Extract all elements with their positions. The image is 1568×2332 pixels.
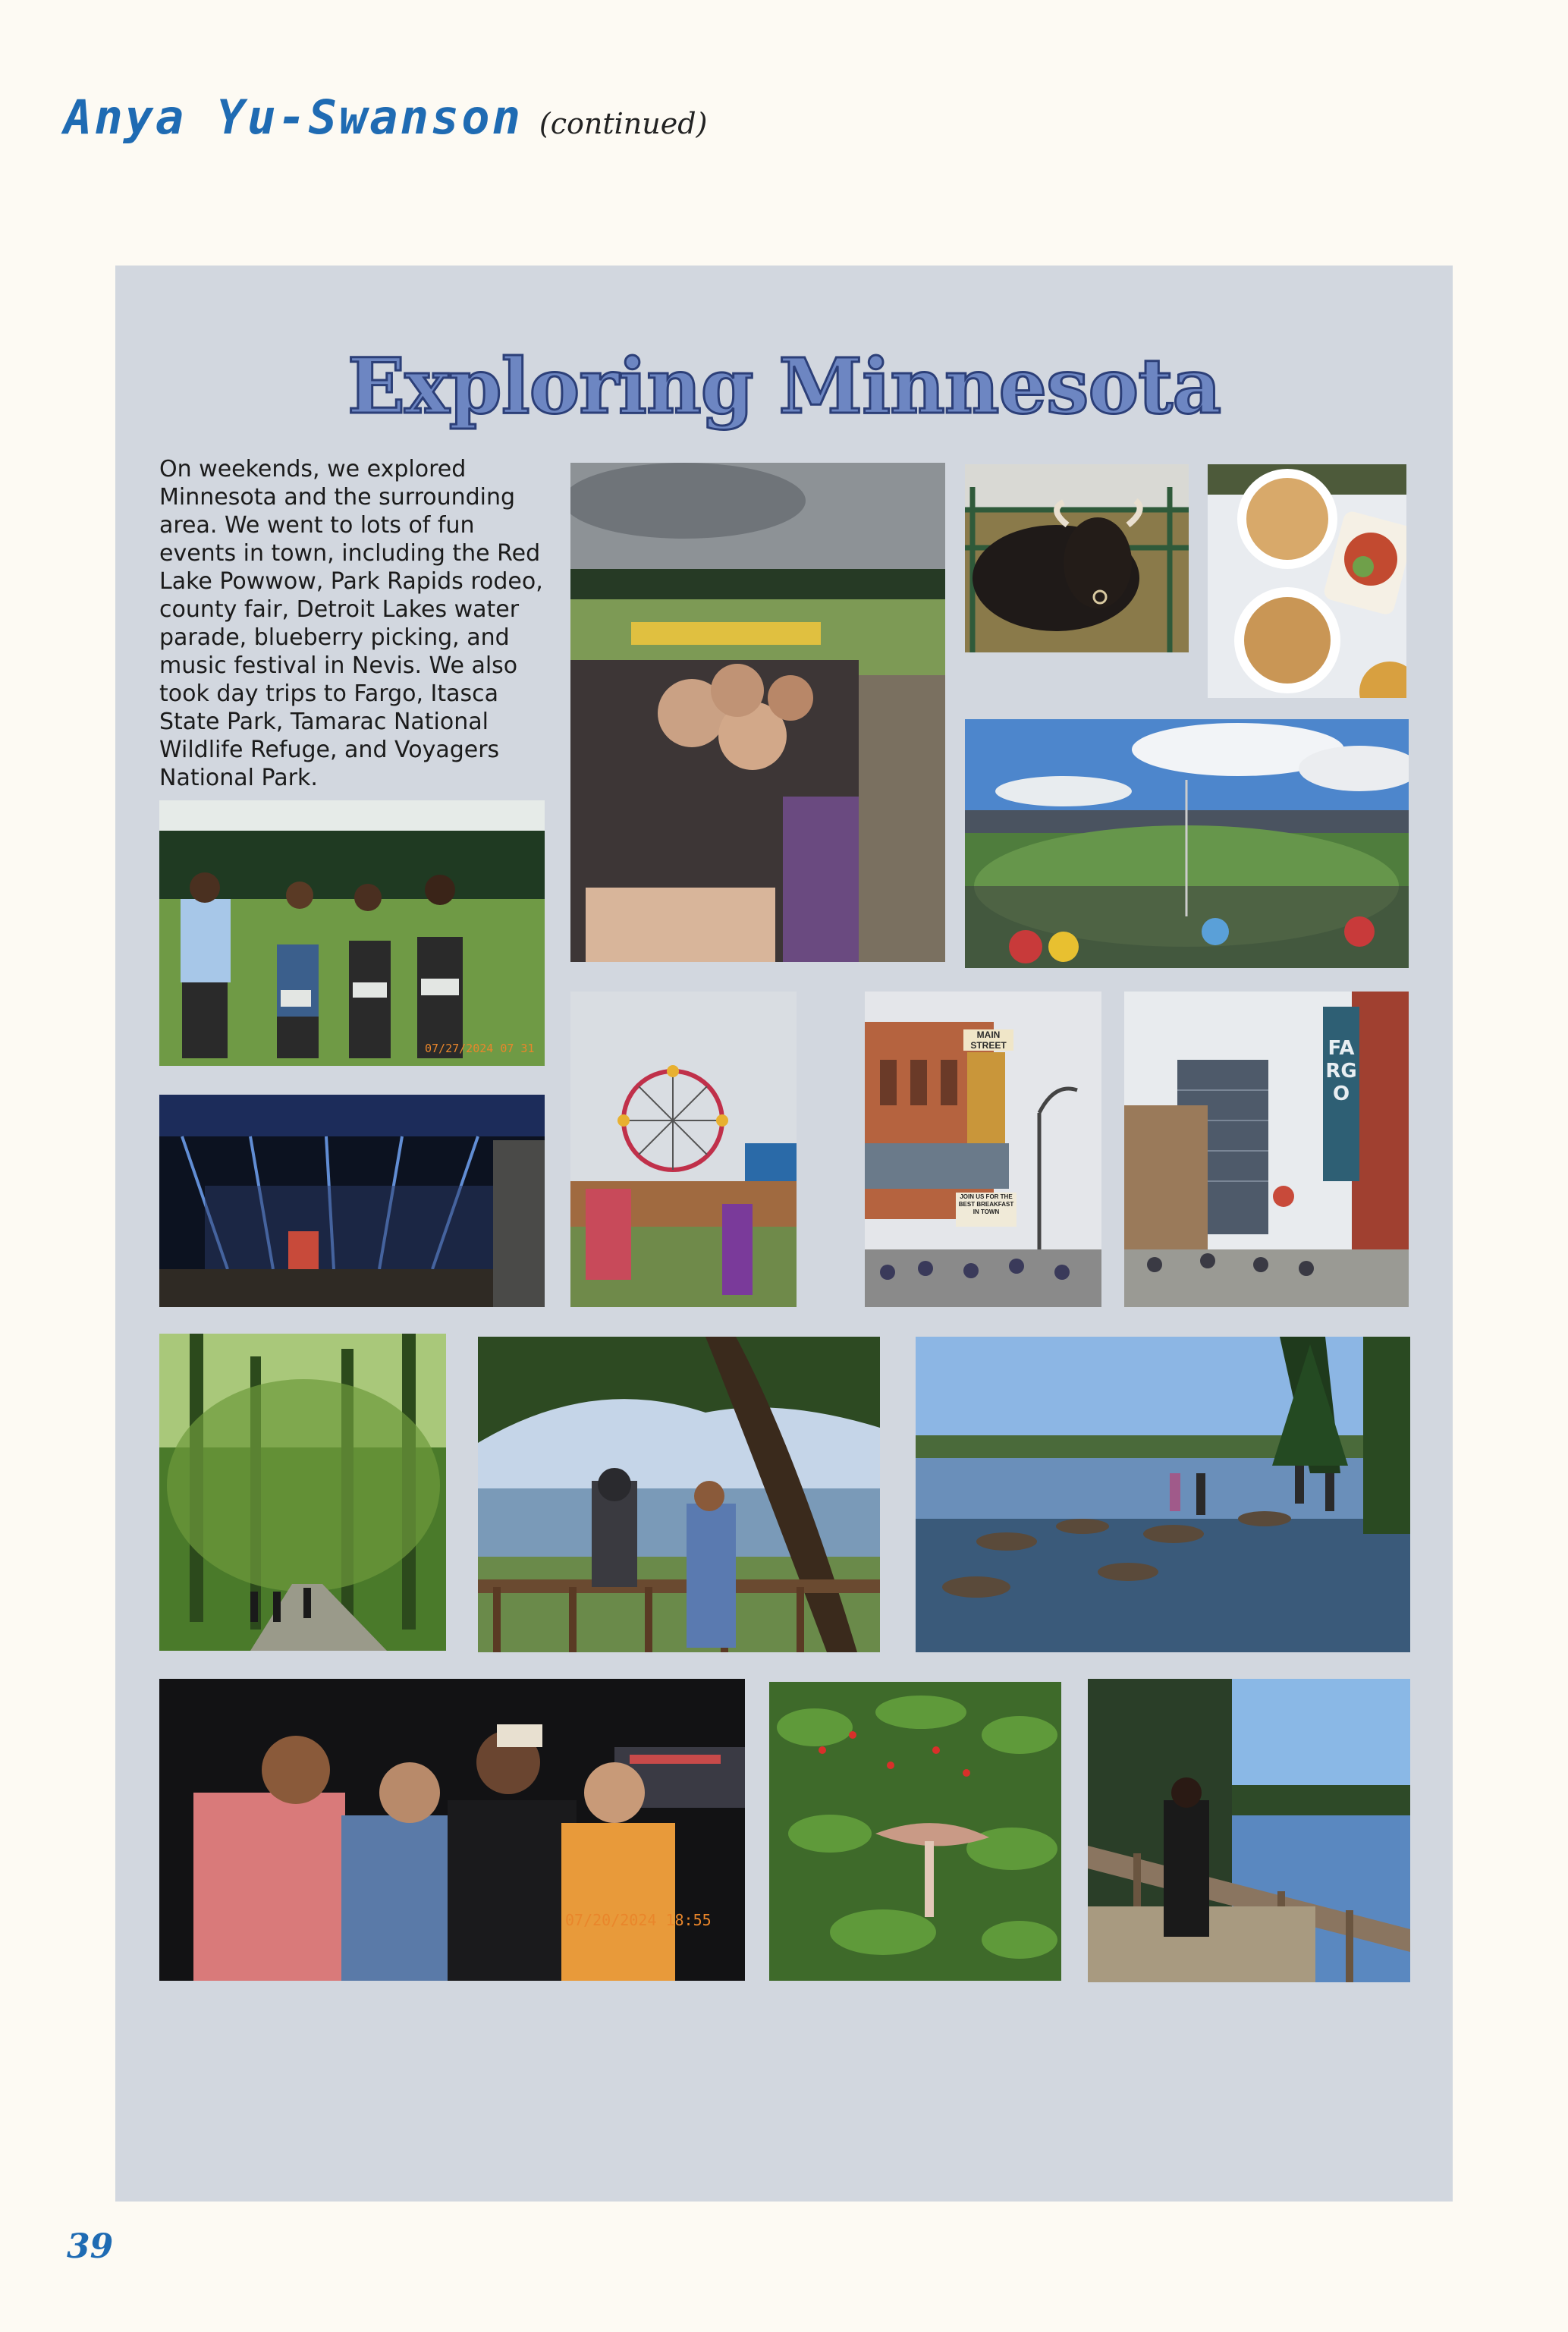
photo-night-group [159, 1679, 745, 1981]
photo-date-stamp: 07/27/2024 07 31 [425, 1042, 535, 1055]
photo-mushroom [769, 1682, 1061, 1981]
photo-main-street [865, 992, 1101, 1307]
section-title: Exploring Minnesota [347, 341, 1221, 431]
photo-blueberry-picking [159, 800, 545, 1066]
fargo-theatre-sign: FARGO [1325, 1037, 1357, 1105]
author-name: Anya Yu-Swanson [64, 90, 523, 145]
photo-forest-trail [159, 1334, 446, 1651]
breakfast-marquee: JOIN US FOR THE BEST BREAKFAST IN TOWN [958, 1193, 1014, 1215]
scrapbook-panel [115, 266, 1453, 2202]
photo-powwow-grounds [965, 719, 1409, 968]
intro-paragraph: On weekends, we explored Minnesota and the surrounding area. We went to lots of fun events in town, including the Red Lake Powwow, Park Rapids rodeo, county fair, Detroit Lakes water parade, blueberry picking, and music festival in Nevis. We also took day trips to Fargo, Itasca State Park, Tamarac National Wildlife Refuge, and Voyagers National Park. [159, 456, 543, 791]
photo-frybread-food [1208, 464, 1406, 698]
continued-label: (continued) [539, 107, 708, 140]
photo-music-festival-stage [159, 1095, 545, 1307]
photo-lake-deck [1088, 1679, 1410, 1982]
photo-rodeo-bull [965, 464, 1189, 652]
photo-lake-overlook [478, 1337, 880, 1652]
page-number: 39 [67, 2227, 114, 2266]
photo-county-fair [570, 992, 797, 1307]
photo-fargo-downtown [1124, 992, 1409, 1307]
page-header [64, 90, 707, 145]
photo-fair-selfie [570, 463, 945, 962]
main-street-sign: MAIN STREET [963, 1029, 1013, 1051]
photo-mississippi-headwaters [916, 1337, 1410, 1652]
photo-date-stamp-night: 07/20/2024 18:55 [565, 1911, 712, 1929]
